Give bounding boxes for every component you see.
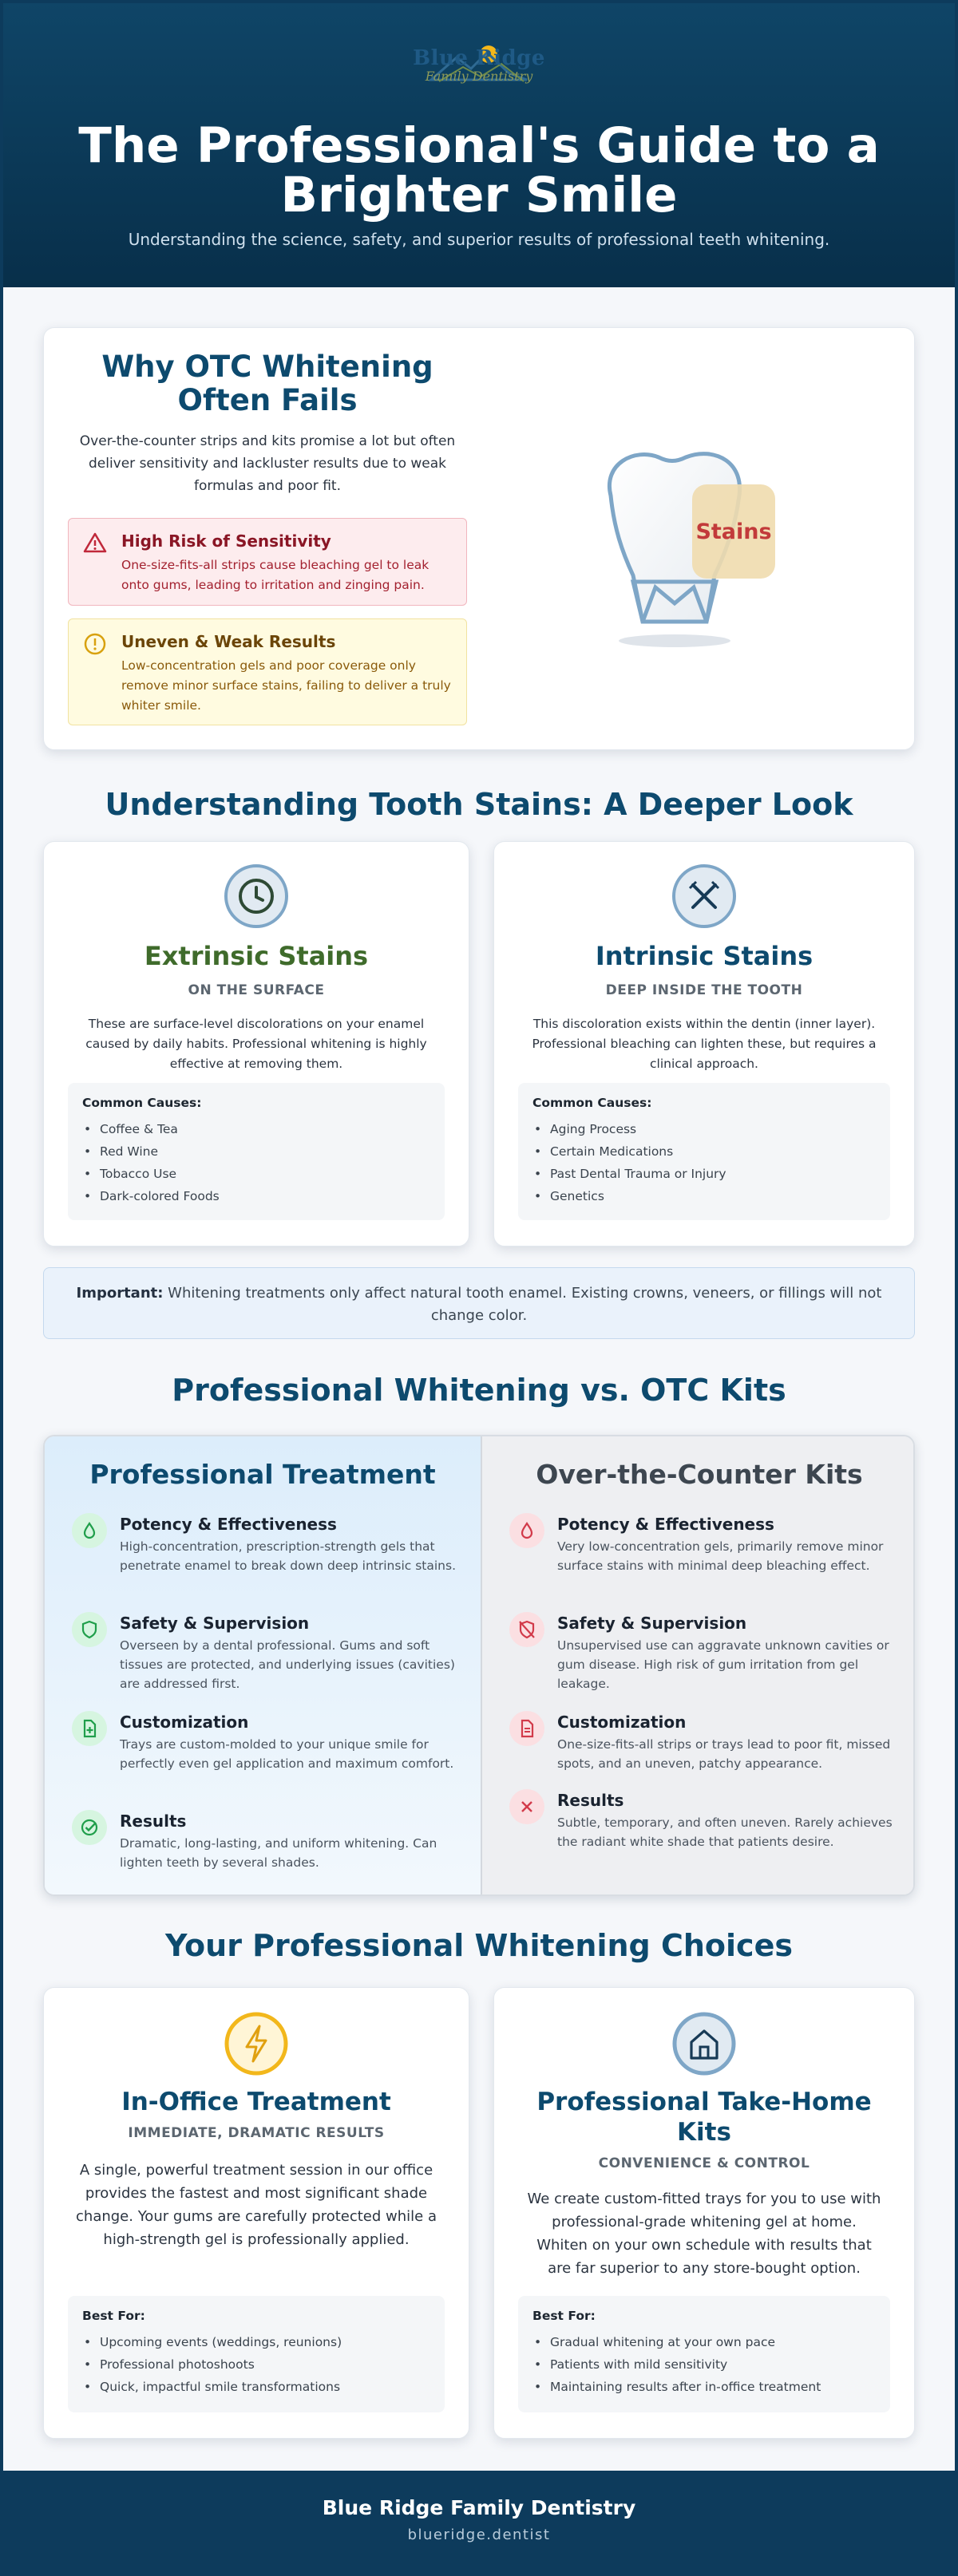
clock-icon bbox=[224, 864, 288, 931]
comparison-row: Potency & Effectiveness High-concentration, prescription-strength gels that penetrate enamel to break down deep intrinsic stains. bbox=[72, 1515, 463, 1575]
comparison-row: Results Dramatic, long-lasting, and uniform whitening. Can lighten teeth by several shades. bbox=[72, 1811, 463, 1872]
in-office-subtitle: IMMEDIATE, DRAMATIC RESULTS bbox=[128, 2125, 385, 2141]
extrinsic-causes bbox=[68, 1083, 445, 1220]
file-text-icon bbox=[509, 1711, 544, 1746]
intrinsic-subtitle: DEEP INSIDE THE TOOTH bbox=[605, 982, 803, 998]
intrinsic-causes bbox=[518, 1083, 890, 1220]
in-office-description: A single, powerful treatment session in our office provides the fastest and most significant shade change. Your gums are carefully protected while a high-strength gel is professionally applied. bbox=[76, 2162, 437, 2248]
in-office-card bbox=[43, 1987, 469, 2439]
note-label: Important: bbox=[76, 1285, 164, 1302]
take-home-description: We create custom-fitted trays for you to use with professional-grade whitening gel at home. Whiten on your own schedule with results that are far superior to any store-bought option. bbox=[527, 2191, 881, 2277]
shield-off-icon bbox=[509, 1612, 544, 1647]
in-office-best-for bbox=[68, 2296, 445, 2412]
comparison-row: Safety & Supervision Overseen by a dental professional. Gums and soft tissues are protected, and underlying issues (cavities) are addressed first. bbox=[72, 1614, 463, 1693]
page-title-line2: Brighter Smile bbox=[280, 167, 678, 223]
header bbox=[3, 3, 955, 287]
footer bbox=[3, 2471, 955, 2573]
footer-practice-name: Blue Ridge Family Dentistry bbox=[322, 2496, 636, 2519]
comparison-row: Results Subtle, temporary, and often uneven. Rarely achieves the radiant white shade that patients desire. bbox=[509, 1791, 899, 1851]
droplet-icon bbox=[509, 1513, 544, 1548]
comparison-row: Potency & Effectiveness Very low-concentration gels, primarily remove minor surface stains with minimal deep bleaching effect. bbox=[509, 1515, 899, 1575]
choices-section-title: Your Professional Whitening Choices bbox=[165, 1928, 793, 1963]
extrinsic-subtitle: ON THE SURFACE bbox=[188, 982, 325, 998]
logo bbox=[3, 40, 955, 112]
comparison-section-title: Professional Whitening vs. OTC Kits bbox=[172, 1373, 786, 1408]
list-item: • Aging Process bbox=[532, 1118, 877, 1140]
home-icon bbox=[672, 2012, 736, 2079]
extrinsic-description: These are surface-level discolorations on your enamel caused by daily habits. Professional whitening is highly effective at removing them. bbox=[85, 1017, 427, 1071]
alert-text: Low-concentration gels and poor coverage only remove minor surface stains, failing to deliver a truly whiter smile. bbox=[121, 658, 451, 713]
intrinsic-title: Intrinsic Stains bbox=[595, 941, 814, 971]
stains-section-title: Understanding Tooth Stains: A Deeper Look bbox=[105, 787, 853, 822]
shield-check-icon bbox=[72, 1612, 107, 1647]
list-item: • Maintaining results after in-office treatment bbox=[532, 2376, 877, 2398]
droplet-icon bbox=[72, 1513, 107, 1548]
in-office-title: In-Office Treatment bbox=[121, 2088, 391, 2116]
check-circle-icon bbox=[72, 1810, 107, 1845]
take-home-best-for bbox=[518, 2296, 890, 2412]
file-plus-icon bbox=[72, 1711, 107, 1746]
alert-title: Uneven & Weak Results bbox=[121, 632, 336, 651]
best-for-title: Best For: bbox=[532, 2309, 596, 2323]
list-item: • Gradual whitening at your own pace bbox=[532, 2331, 877, 2353]
page-title-line1: The Professional's Guide to a bbox=[78, 117, 880, 174]
comparison-table bbox=[43, 1435, 915, 1896]
list-item: • Tobacco Use bbox=[82, 1163, 432, 1185]
best-for-title: Best For: bbox=[82, 2309, 145, 2323]
warning-triangle-icon bbox=[83, 531, 107, 557]
logo-name: Blue Ridge bbox=[413, 46, 545, 70]
otc-column-title: Over-the-Counter Kits bbox=[536, 1459, 863, 1490]
professional-column bbox=[45, 1436, 481, 1894]
weak-results-alert bbox=[68, 618, 467, 725]
page-title bbox=[3, 117, 955, 223]
extrinsic-title: Extrinsic Stains bbox=[144, 941, 369, 971]
list-item: • Professional photoshoots bbox=[82, 2353, 432, 2376]
take-home-card bbox=[493, 1987, 915, 2439]
x-icon bbox=[509, 1789, 544, 1824]
list-item: • Certain Medications bbox=[532, 1140, 877, 1163]
why-otc-description: Over-the-counter strips and kits promise a lot but often deliver sensitivity and lackluster results due to weak formulas and poor fit. bbox=[79, 433, 456, 494]
otc-column bbox=[481, 1436, 915, 1894]
list-item: • Patients with mild sensitivity bbox=[532, 2353, 877, 2376]
list-item: • Genetics bbox=[532, 1185, 877, 1207]
stains-label: Stains bbox=[695, 520, 772, 544]
why-otc-card bbox=[43, 327, 915, 750]
causes-title: Common Causes: bbox=[82, 1096, 202, 1110]
comparison-row: Customization Trays are custom-molded to your unique smile for perfectly even gel application and maximum comfort. bbox=[72, 1713, 463, 1773]
lightning-icon bbox=[224, 2012, 288, 2079]
extrinsic-stains-card bbox=[43, 841, 469, 1247]
take-home-subtitle: CONVENIENCE & CONTROL bbox=[598, 2155, 810, 2171]
intrinsic-description: This discoloration exists within the dentin (inner layer). Professional bleaching can lighten these, but requires a clinical approach. bbox=[532, 1017, 877, 1071]
professional-column-title: Professional Treatment bbox=[89, 1459, 436, 1490]
tooth-illustration bbox=[587, 440, 794, 655]
list-item: • Quick, impactful smile transformations bbox=[82, 2376, 432, 2398]
page-subtitle: Understanding the science, safety, and superior results of professional teeth whitening. bbox=[128, 230, 830, 249]
logo-subtitle: Family Dentistry bbox=[425, 69, 533, 84]
note-text: Whitening treatments only affect natural tooth enamel. Existing crowns, veneers, or fillings will not change color. bbox=[163, 1285, 882, 1324]
causes-title: Common Causes: bbox=[532, 1096, 652, 1110]
list-item: • Red Wine bbox=[82, 1140, 432, 1163]
important-note bbox=[43, 1267, 915, 1339]
list-item: • Dark-colored Foods bbox=[82, 1185, 432, 1207]
comparison-row: Safety & Supervision Unsupervised use can aggravate unknown cavities or gum disease. High risk of gum irritation from gel leakage. bbox=[509, 1614, 899, 1693]
list-item: • Upcoming events (weddings, reunions) bbox=[82, 2331, 432, 2353]
take-home-title: Professional Take-Home Kits bbox=[536, 2088, 872, 2147]
why-otc-title: Why OTC Whitening Often Fails bbox=[101, 350, 433, 417]
alert-text: One-size-fits-all strips cause bleaching gel to leak onto gums, leading to irritation and zinging pain. bbox=[121, 558, 430, 592]
comparison-row: Customization One-size-fits-all strips or trays lead to poor fit, missed spots, and an uneven, patchy appearance. bbox=[509, 1713, 899, 1773]
list-item: • Past Dental Trauma or Injury bbox=[532, 1163, 877, 1185]
intrinsic-stains-card bbox=[493, 841, 915, 1247]
cross-tools-icon bbox=[672, 864, 736, 931]
alert-title: High Risk of Sensitivity bbox=[121, 531, 331, 551]
sensitivity-alert bbox=[68, 518, 467, 606]
footer-url[interactable]: blueridge.dentist bbox=[407, 2527, 551, 2543]
list-item: • Coffee & Tea bbox=[82, 1118, 432, 1140]
exclamation-circle-icon bbox=[83, 632, 107, 659]
